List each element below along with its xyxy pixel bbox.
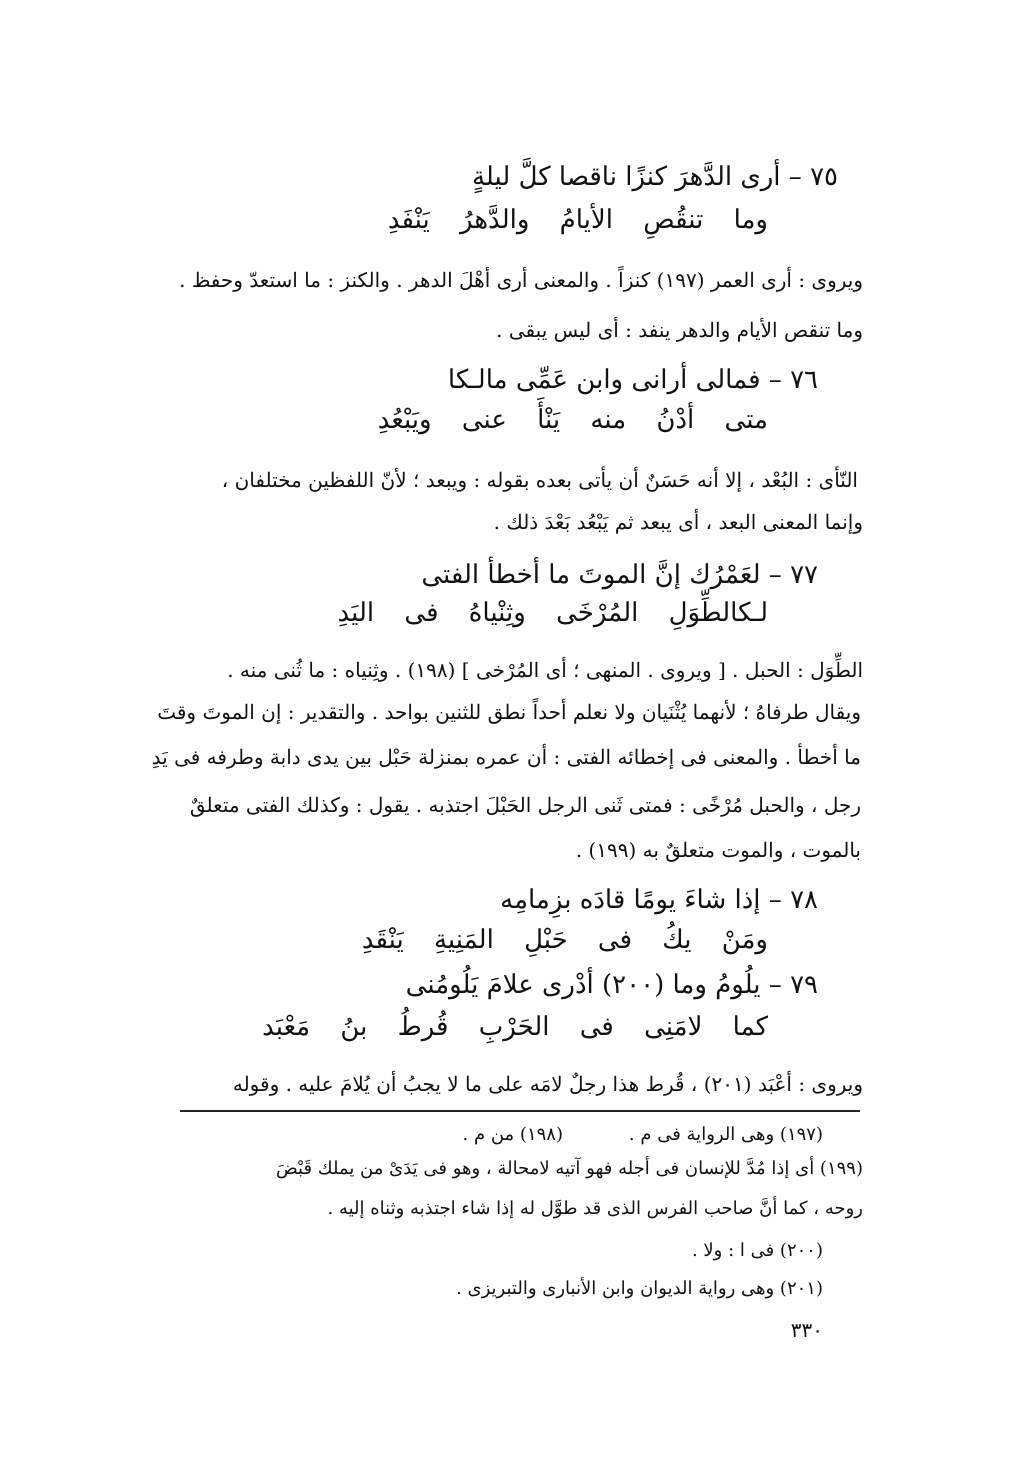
footnote-198: (١٩٨) من م . <box>462 1124 563 1145</box>
commentary-79-line-1: ويروى : أعْبَد (٢٠١) ، قُرط هذا رجلٌ لامَه على ما لا يجبُ أن يُلامَ عليه . وقوله <box>232 1072 863 1096</box>
commentary-77-line-4: رجل ، والحبل مُرْخًى : فمتى ثَنى الرجل الحَبْلَ اجتذبه . يقول : وكذلك الفتى متعلقٌ <box>189 793 861 817</box>
verse-77-second-hemistich: لـكالطِّوَلِ المُرْخَى وثِنْياهُ فى اليَدِ <box>337 598 768 628</box>
commentary-77-line-1: الطِّوَل : الحبل . [ ويروى . المنهى ؛ أى المُرْخى ] (١٩٨) . وثِنياه : ما ثُنى منه . <box>227 658 863 682</box>
commentary-76-line-1: النّأى : البُعْد ، إلا أنه حَسَنٌ أن يأتى بعده بقوله : ويبعد ؛ لأنّ اللفظين مختلفان ، <box>221 468 858 492</box>
verse-76-first-hemistich: ٧٦ – فمالى أرانى وابن عَمِّى مالـكا <box>447 365 818 395</box>
verse-79-second-hemistich: كما لامَنِى فى الحَرْبِ قُرطُ بنُ مَعْبَد <box>262 1012 768 1042</box>
commentary-77-line-2: ويقال طرفاهُ ؛ لأنهما يُثْنَيان ولا نعلم أحداً نطق للثنين بواحد . والتقدير : إن الموتَ وقتَ <box>157 700 861 724</box>
footnote-199-line-1: (١٩٩) أى إذا مُدَّ للإنسان فى أجله فهو آتيه لامحالة ، وهو فى يَدَىْ من يملك قَبْضَ <box>275 1158 863 1179</box>
commentary-75-line-2: وما تنقص الأيام والدهر ينفد : أى ليس يبقى . <box>496 318 863 342</box>
commentary-76-line-2: وإنما المعنى البعد ، أى يبعد ثم يَبْعُد بَعْدَ ذلك . <box>493 510 863 534</box>
footnote-199-line-2: روحه ، كما أنَّ صاحب الفرس الذى قد طوَّل له إذا شاء اجتذبه وثناه إليه . <box>327 1198 863 1219</box>
page-number: ٣٣٠ <box>790 1318 823 1342</box>
verse-75-first-hemistich: ٧٥ – أرى الدَّهرَ كنزًا ناقصا كلَّ ليلةٍ <box>471 162 838 192</box>
footnote-201: (٢٠١) وهى رواية الديوان وابن الأنبارى والتبريزى . <box>456 1278 823 1299</box>
commentary-77-line-5: بالموت ، والموت متعلقٌ به (١٩٩) . <box>575 838 861 862</box>
verse-76-second-hemistich: متى أدْنُ منه يَنْأَ عنى ويَبْعُدِ <box>377 405 768 435</box>
verse-75-second-hemistich: وما تنقُصِ الأيامُ والدَّهرُ يَنْفَدِ <box>387 205 768 235</box>
commentary-75-line-1: ويروى : أرى العمر (١٩٧) كنزاً . والمعنى أرى أهْلَ الدهر . والكنز : ما استعدّ وحفظ . <box>179 268 863 292</box>
footnote-197: (١٩٧) وهى الرواية فى م . <box>628 1124 823 1145</box>
verse-78-first-hemistich: ٧٨ – إذا شاءَ يومًا قادَه بزِمامِه <box>500 885 818 915</box>
verse-77-first-hemistich: ٧٧ – لعَمْرُك إنَّ الموتَ ما أخطأ الفتى <box>421 560 818 590</box>
commentary-77-line-3: ما أخطأ . والمعنى فى إخطائه الفتى : أن عمره بمنزلة حَبْل بين يدى دابة وطرفه فى يَدِ <box>151 745 861 769</box>
verse-79-first-hemistich: ٧٩ – يلُومُ وما (٢٠٠) أدْرى علامَ يَلُومُنى <box>405 970 818 1000</box>
verse-78-second-hemistich: ومَنْ يكُ فى حَبْلِ المَنِيةِ يَنْقَدِ <box>361 925 768 955</box>
footnote-200: (٢٠٠) فى ا : ولا . <box>691 1240 823 1261</box>
footnote-separator <box>180 1110 860 1112</box>
